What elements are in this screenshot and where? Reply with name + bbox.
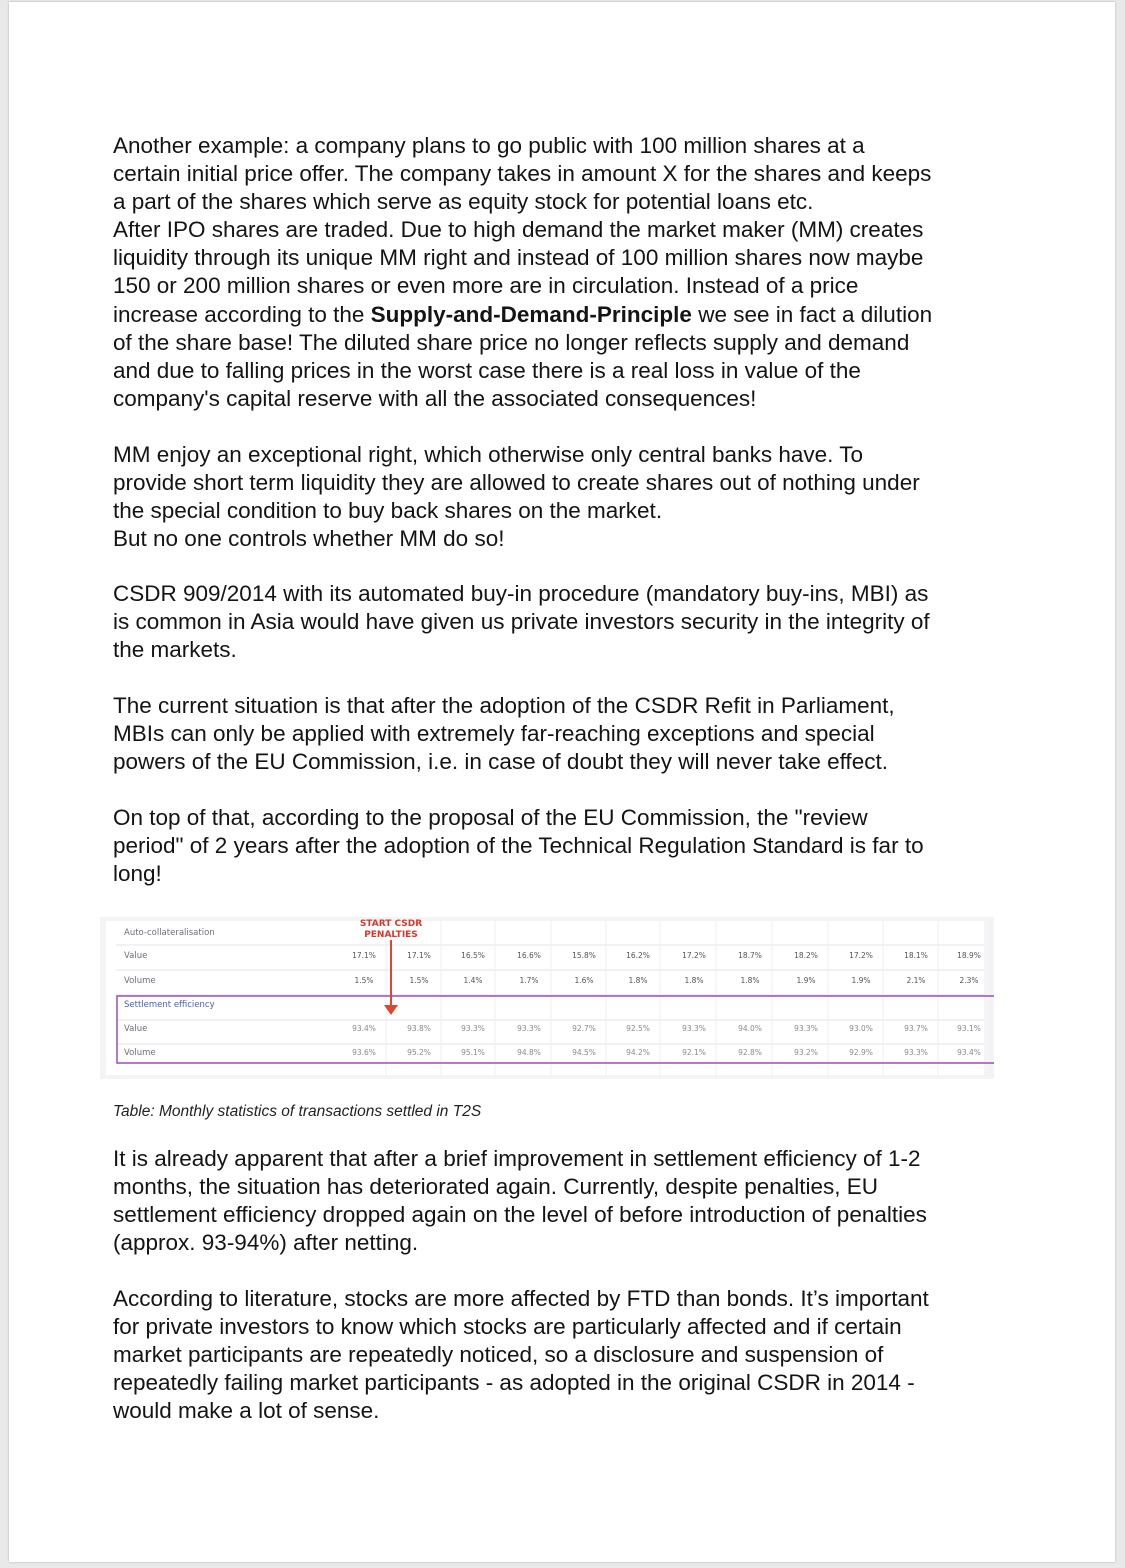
text-line-with-bold [113, 301, 1013, 329]
paragraph-mm-right [113, 441, 1013, 553]
table-cell: 93.7% [904, 1024, 928, 1033]
table-cell: 92.1% [682, 1048, 706, 1057]
table-cell: 94.0% [738, 1024, 762, 1033]
text-run: increase according to the [113, 301, 371, 327]
row-label: Volume [124, 976, 156, 986]
text-line: It is already apparent that after a brief improvement in settlement efficiency of 1-2 [113, 1146, 921, 1171]
paragraph-ipo-example [113, 132, 1013, 413]
table-cell: 93.3% [517, 1024, 541, 1033]
text-line: for private investors to know which stocks are particularly affected and if certain [113, 1314, 902, 1340]
row-label: Volume [124, 1048, 156, 1058]
t2s-statistics-table [100, 917, 994, 1079]
table-cell: 16.5% [461, 951, 485, 960]
table-cell: 94.5% [572, 1048, 596, 1057]
table-cell: 1.4% [463, 976, 483, 985]
row-label: Value [124, 951, 148, 961]
text-line: MBIs can only be applied with extremely far-reaching exceptions and special [113, 721, 875, 747]
table-cell: 94.8% [517, 1048, 541, 1057]
text-line: the markets. [113, 637, 237, 663]
table-cell: 93.1% [957, 1024, 981, 1033]
table-cell: 93.4% [352, 1024, 376, 1033]
table-graphic [100, 917, 994, 1079]
table-cell: 18.2% [794, 951, 818, 960]
table-cell: 1.5% [354, 976, 374, 985]
table-cell: 93.3% [682, 1024, 706, 1033]
text-line: of the share base! The diluted share price no longer reflects supply and demand [113, 329, 910, 355]
paragraph-ftd-literature [113, 1285, 1013, 1425]
text-line: the special condition to buy back shares on the market. [113, 498, 663, 524]
table-cell: 1.7% [519, 976, 539, 985]
text-line: settlement efficiency dropped again on the level of before introduction of penalties [113, 1202, 927, 1228]
table-cell: 17.1% [352, 951, 376, 960]
text-line: powers of the EU Commission, i.e. in case of doubt they will never take effect. [113, 749, 888, 775]
table-cell: 1.8% [628, 976, 648, 985]
paragraph-csdr [113, 580, 1013, 664]
table-cell: 93.3% [904, 1048, 928, 1057]
text-line: CSDR 909/2014 with its automated buy-in procedure (mandatory buy-ins, MBI) as [113, 581, 929, 606]
table-cell: 93.8% [407, 1024, 431, 1033]
paragraph-settlement-efficiency [113, 1145, 1013, 1257]
table-caption: Table: Monthly statistics of transactions settled in T2S [113, 1103, 482, 1120]
text-line: would make a lot of sense. [113, 1398, 380, 1424]
table-cell: 93.4% [957, 1048, 981, 1057]
table-cell: 95.1% [461, 1048, 485, 1057]
penalties-header-line1: START CSDR [359, 919, 423, 929]
table-cell: 16.2% [626, 951, 650, 960]
table-cell: 1.9% [796, 976, 816, 985]
text-line: But no one controls whether MM do so! [113, 526, 505, 552]
table-cell: 17.1% [407, 951, 431, 960]
table-cell: 15.8% [572, 951, 596, 960]
text-line: repeatedly failing market participants - as adopted in the original CSDR in 2014 - [113, 1370, 915, 1396]
text-line: months, the situation has deteriorated again. Currently, despite penalties, EU [113, 1174, 879, 1200]
paragraph-current-situation [113, 692, 1013, 776]
table-cell: 1.9% [851, 976, 871, 985]
table-cell: 95.2% [407, 1048, 431, 1057]
text-line: certain initial price offer. The company takes in amount X for the shares and keeps [113, 161, 932, 187]
table-cell: 94.2% [626, 1048, 650, 1057]
table-cell: 1.6% [574, 976, 594, 985]
text-line: a part of the shares which serve as equity stock for potential loans etc. [113, 189, 814, 215]
table-cell: 17.2% [849, 951, 873, 960]
text-line: provide short term liquidity they are allowed to create shares out of nothing under [113, 470, 920, 496]
section-title: Settlement efficiency [124, 1000, 215, 1010]
text-line: The current situation is that after the adoption of the CSDR Refit in Parliament, [113, 693, 895, 718]
text-line: MM enjoy an exceptional right, which otherwise only central banks have. To [113, 442, 863, 467]
table-cell: 2.3% [959, 976, 979, 985]
table-cell: 93.3% [461, 1024, 485, 1033]
table-cell: 93.6% [352, 1048, 376, 1057]
table-cell: 92.8% [738, 1048, 762, 1057]
bold-term: Supply-and-Demand-Principle [370, 301, 692, 327]
table-cell: 93.0% [849, 1024, 873, 1033]
table-cell: 92.9% [849, 1048, 873, 1057]
text-line: long! [113, 861, 162, 887]
text-line: On top of that, according to the proposal of the EU Commission, the "review [113, 805, 868, 830]
table-cell: 2.1% [906, 976, 926, 985]
table-cell: 17.2% [682, 951, 706, 960]
text-line: and due to falling prices in the worst case there is a real loss in value of the [113, 357, 861, 383]
text-line: 150 or 200 million shares or even more are in circulation. Instead of a price [113, 273, 859, 299]
table-cell: 1.5% [409, 976, 429, 985]
text-line: Another example: a company plans to go public with 100 million shares at a [113, 133, 865, 158]
penalties-header-line2: PENALTIES [364, 930, 418, 940]
text-line: is common in Asia would have given us private investors security in the integrity of [113, 609, 930, 635]
table-cell: 18.9% [957, 951, 981, 960]
text-line: (approx. 93-94%) after netting. [113, 1230, 419, 1256]
text-line: After IPO shares are traded. Due to high demand the market maker (MM) creates [113, 217, 924, 243]
table-cell: 93.2% [794, 1048, 818, 1057]
table-cell: 18.7% [738, 951, 762, 960]
text-line: period" of 2 years after the adoption of the Technical Regulation Standard is far to [113, 833, 924, 859]
document-page [9, 2, 1115, 1562]
table-cell: 1.8% [740, 976, 760, 985]
table-cell: 92.7% [572, 1024, 596, 1033]
row-label: Value [124, 1024, 148, 1034]
text-run: we see in fact a dilution [691, 301, 933, 327]
table-cell: 93.3% [794, 1024, 818, 1033]
table-cell: 18.1% [904, 951, 928, 960]
paragraph-review-period [113, 804, 1013, 888]
section-title: Auto-collateralisation [124, 928, 215, 938]
table-cell: 16.6% [517, 951, 541, 960]
text-line: According to literature, stocks are more affected by FTD than bonds. It’s important [113, 1286, 929, 1311]
text-line: company's capital reserve with all the associated consequences! [113, 385, 757, 411]
text-line: market participants are repeatedly noticed, so a disclosure and suspension of [113, 1342, 884, 1368]
text-line: liquidity through its unique MM right and instead of 100 million shares now maybe [113, 245, 924, 271]
table-cell: 1.8% [684, 976, 704, 985]
table-cell: 92.5% [626, 1024, 650, 1033]
